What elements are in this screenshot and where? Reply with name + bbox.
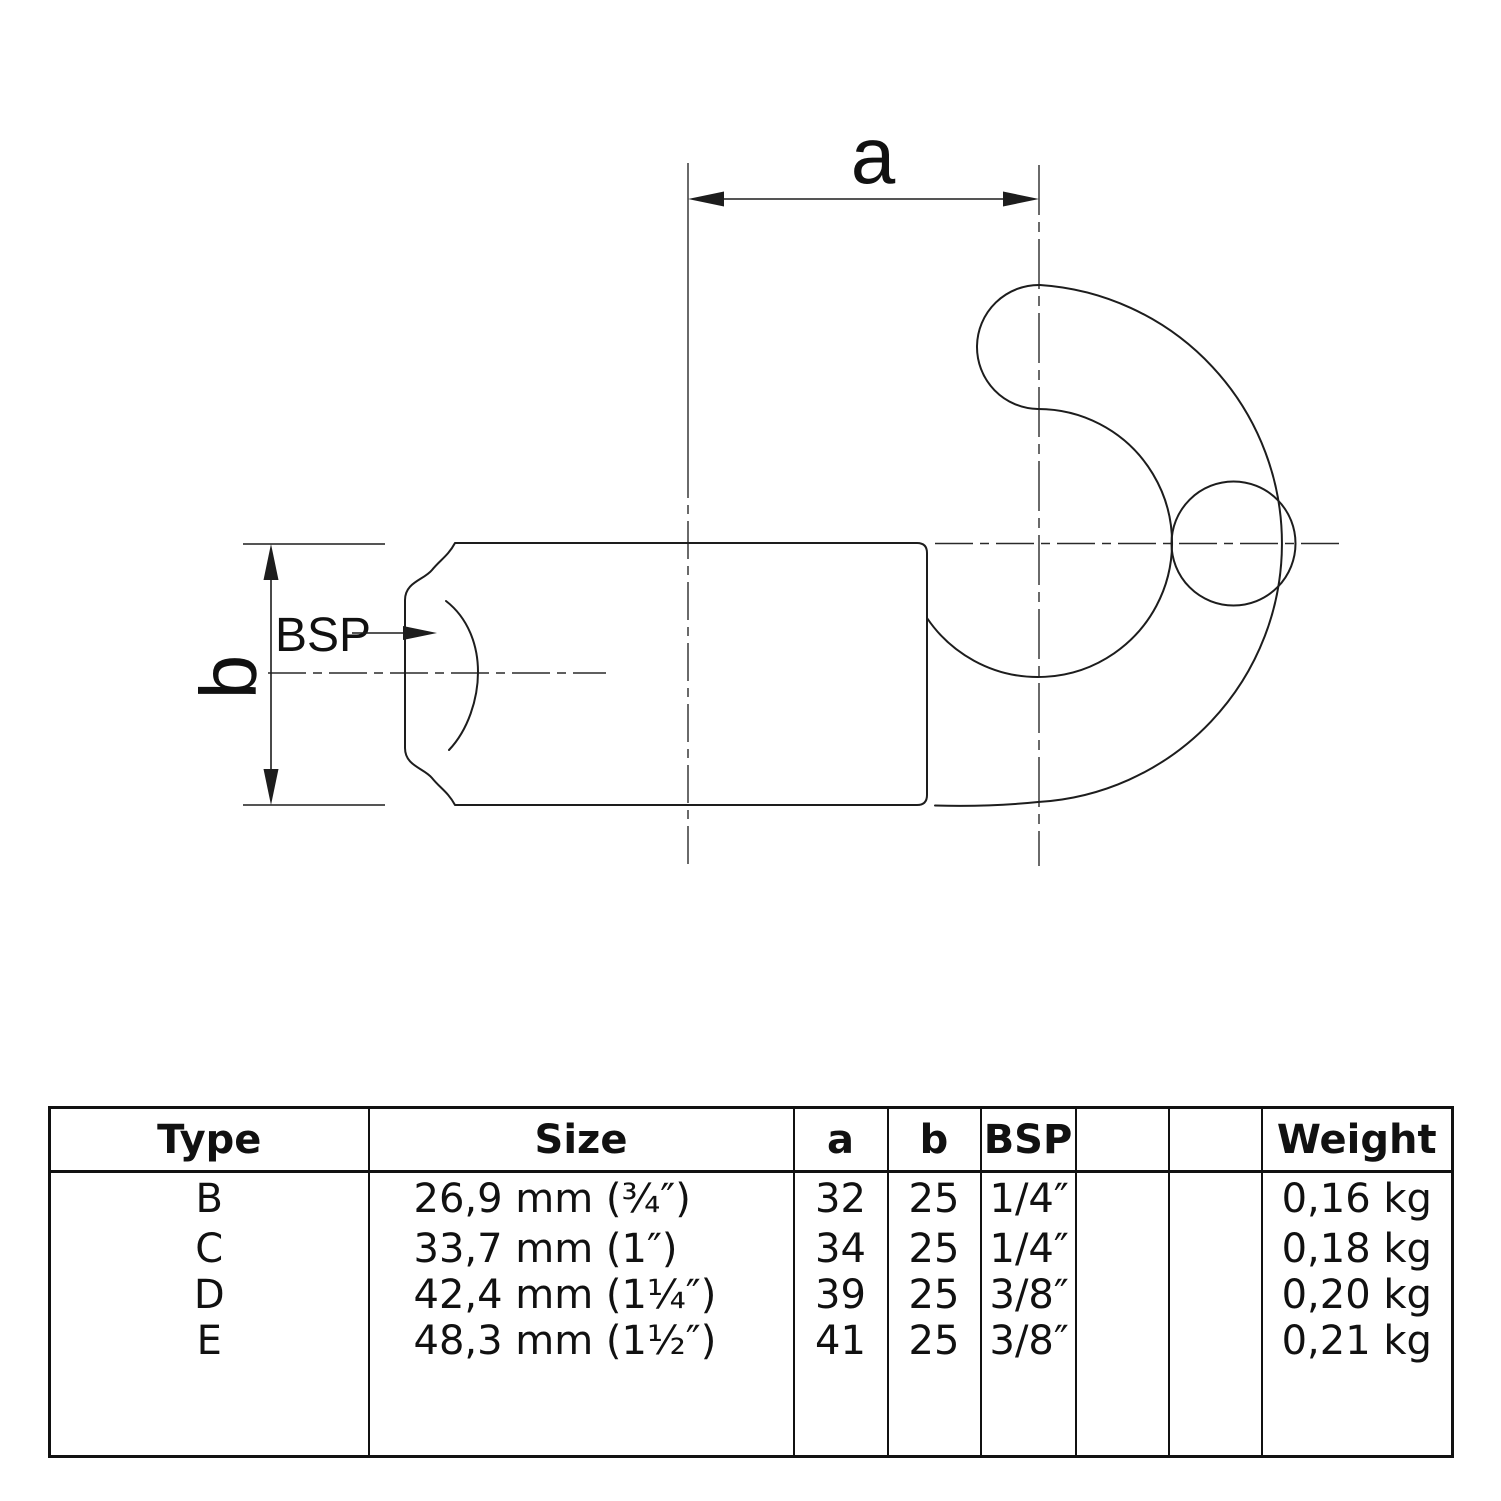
header-type: Type (50, 1108, 369, 1172)
fitting-body-outline (405, 543, 927, 805)
cell-a: 39 (794, 1272, 888, 1318)
cell-weight: 0,16 kg (1281, 1176, 1432, 1223)
cell-size: 26,9 mm (¾″) (369, 1172, 794, 1226)
cell-type: B (50, 1172, 369, 1226)
dim-a-label: a (850, 111, 896, 200)
cell-type: D (50, 1272, 369, 1318)
cell-b: 25 (888, 1318, 981, 1364)
cell-bsp: 1/4″ (981, 1226, 1076, 1272)
cell-empty (1076, 1172, 1169, 1226)
table-row (50, 1272, 1453, 1318)
cell-a: 34 (794, 1226, 888, 1272)
dim-a-left-arrowhead-icon (688, 192, 724, 207)
cell-b: 25 (888, 1226, 981, 1272)
header-empty2 (1169, 1108, 1262, 1172)
dim-a-right-arrowhead-icon (1003, 192, 1039, 207)
dim-b-top-arrowhead-icon (264, 544, 279, 580)
header-row (50, 1108, 1453, 1172)
cell-a: 41 (794, 1318, 888, 1364)
cell-b: 25 (888, 1272, 981, 1318)
bsp-arrowhead-icon (403, 626, 437, 640)
bsp-label: BSP (275, 609, 372, 662)
cell-bsp: 3/8″ (981, 1318, 1076, 1364)
cell-empty (1076, 1226, 1169, 1272)
table-row (50, 1172, 1453, 1226)
hook-outline (927, 285, 1282, 806)
cell-empty (1076, 1318, 1169, 1364)
cell-type: C (50, 1226, 369, 1272)
header-weight: Weight (1262, 1108, 1453, 1172)
header-empty1 (1076, 1108, 1169, 1172)
cell-a: 32 (794, 1172, 888, 1226)
cell-weight: 0,20 kg (1281, 1271, 1432, 1318)
cell-weight: 0,21 kg (1281, 1317, 1432, 1364)
cell-b: 25 (888, 1172, 981, 1226)
table-row (50, 1226, 1453, 1272)
table-filler-row (50, 1364, 1453, 1457)
cell-weight: 0,18 kg (1281, 1225, 1432, 1272)
cell-type: E (50, 1318, 369, 1364)
cell-empty (1169, 1272, 1262, 1318)
dim-b-bottom-arrowhead-icon (264, 769, 279, 805)
cell-bsp: 3/8″ (981, 1272, 1076, 1318)
cell-empty (1076, 1272, 1169, 1318)
cell-empty (1169, 1172, 1262, 1226)
spec-table (48, 1106, 1454, 1458)
cell-empty (1169, 1318, 1262, 1364)
cell-bsp: 1/4″ (981, 1172, 1076, 1226)
dim-b-label: b (184, 654, 273, 700)
table-row (50, 1318, 1453, 1364)
header-b: b (888, 1108, 981, 1172)
header-a: a (794, 1108, 888, 1172)
socket-bulge-curve (446, 601, 478, 750)
cell-size: 33,7 mm (1″) (369, 1226, 794, 1272)
header-bsp: BSP (981, 1108, 1076, 1172)
cell-size: 48,3 mm (1½″) (369, 1318, 794, 1364)
cell-size: 42,4 mm (1¼″) (369, 1272, 794, 1318)
cell-empty (1169, 1226, 1262, 1272)
header-size: Size (369, 1108, 794, 1172)
